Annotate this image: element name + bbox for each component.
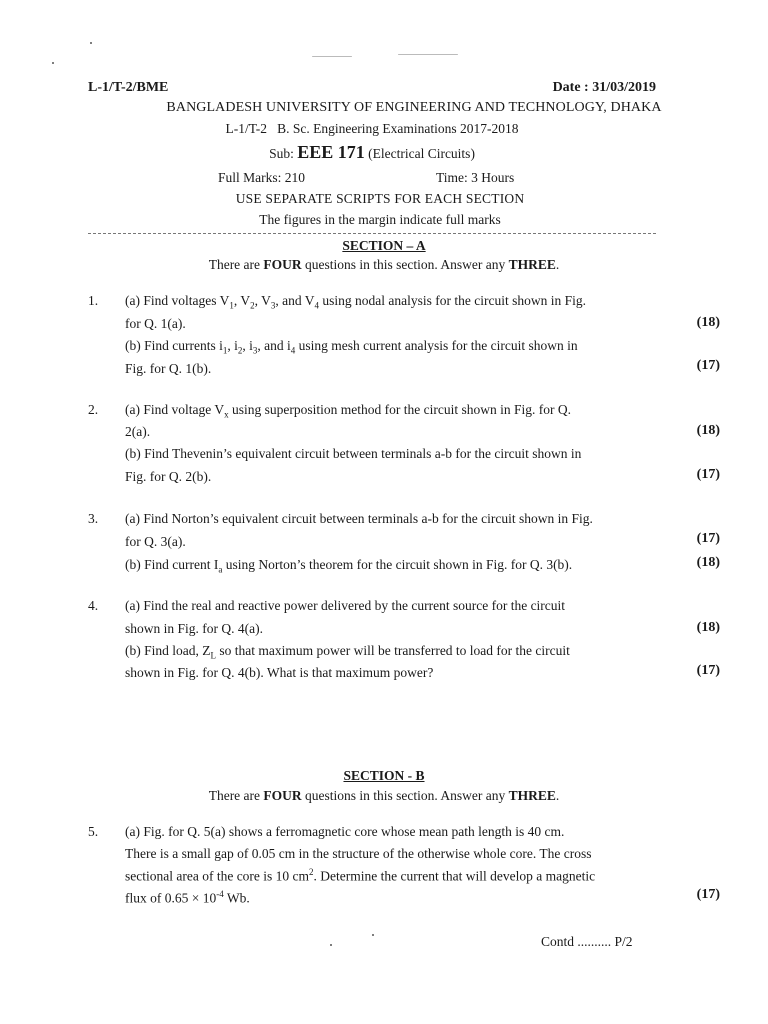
question-5a-line4 [125, 889, 655, 907]
question-1a-line1: (a) Find voltages $V_1$, $V_2$, $V_3$, and $V_4$ using nodal analysis for the circuit shown in Fig. [125, 293, 586, 311]
full-marks: Full Marks: 210 [218, 170, 306, 185]
instr-bold: THREE [508, 788, 556, 803]
instr-bold: THREE [508, 257, 556, 272]
section-a-instructions [0, 257, 768, 273]
q-sup: 2 [309, 867, 314, 877]
scan-speck [372, 934, 374, 936]
exam-title: L-1/T-2 B. Sc. Engineering Examinations 2017-2018 [225, 121, 519, 136]
scan-speck [312, 56, 352, 57]
question-4a-line1: (a) Find the real and reactive power delivered by the current source for the circuit [125, 598, 566, 613]
continued-note: Contd .......... P/2 [541, 934, 633, 949]
question-2b-line1: (b) Find Thevenin’s equivalent circuit between terminals a-b for the circuit shown in [125, 446, 582, 461]
question-3b-line1 [125, 557, 655, 575]
section-b-instructions [0, 788, 768, 804]
marks-1b: (17) [696, 358, 720, 373]
marks-2b: (17) [696, 467, 720, 482]
marks-4a: (18) [696, 620, 720, 635]
question-2b-line2: Fig. for Q. 2(b). [125, 469, 212, 484]
instr-text: . [555, 257, 560, 272]
scan-speck [398, 54, 458, 55]
q-sub: x [224, 409, 229, 420]
q-text: flux of 0.65 × 10 [125, 890, 217, 906]
subject-name: (Electrical Circuits) [364, 146, 475, 161]
q-text: using superposition method for the circuit shown in Fig. for Q. [228, 402, 571, 417]
q-text: (b) Find current I [125, 557, 219, 572]
marks-3a: (17) [696, 531, 720, 546]
instr-text: . [555, 788, 560, 803]
q-text: (a) Find voltages V [125, 293, 230, 308]
question-1b-line1: (b) Find currents $i_1$, $i_2$, $i_3$, and $i_4$ using mesh current analysis for the circuit shown in [125, 338, 578, 356]
section-b-title-wrap [0, 767, 768, 785]
marks-2a: (18) [696, 423, 720, 438]
question-number: 2. [88, 402, 99, 417]
q-text: , i [227, 338, 238, 353]
question-5a-line3 [125, 867, 655, 885]
question-1b-line2: Fig. for Q. 1(b). [125, 361, 212, 376]
subject-code: EEE 171 [297, 142, 365, 162]
q-text: , i [242, 338, 253, 353]
separate-scripts-note: USE SEPARATE SCRIPTS FOR EACH SECTION [235, 191, 525, 206]
question-1a-line2: for Q. 1(a). [125, 316, 186, 331]
q-text: so that maximum power will be transferred to load for the circuit [216, 643, 570, 658]
q-text: (a) Find voltage V [125, 402, 225, 417]
question-number: 4. [88, 598, 99, 613]
question-5a-line1: (a) Fig. for Q. 5(a) shows a ferromagnetic core whose mean path length is 40 cm. [125, 824, 565, 839]
question-2a-line2: 2(a). [125, 424, 151, 439]
instr-text: There are [208, 257, 264, 272]
scan-speck [52, 62, 54, 64]
question-4b-line2: shown in Fig. for Q. 4(b). What is that maximum power? [125, 665, 434, 680]
exam-date: Date : 31/03/2019 [552, 80, 656, 95]
question-number: 5. [88, 824, 99, 839]
figures-note: The figures in the margin indicate full marks [259, 212, 501, 227]
q-text: (b) Find load, Z [125, 643, 211, 658]
marks-1a: (18) [696, 315, 720, 330]
subject-line [0, 142, 756, 163]
q-text: . Determine the current that will develop a magnetic [313, 868, 596, 884]
q-text: using nodal analysis for the circuit shown in Fig. [319, 293, 586, 308]
q-sup: -4 [216, 889, 224, 899]
q-text: , V [254, 293, 271, 308]
section-a-title-wrap [0, 237, 768, 255]
instr-bold: FOUR [263, 788, 302, 803]
q-text: using mesh current analysis for the circuit shown in [295, 338, 578, 353]
instr-text: questions in this section. Answer any [301, 257, 509, 272]
instr-text: questions in this section. Answer any [301, 788, 509, 803]
subject-prefix: Sub: [269, 146, 298, 161]
question-number: 3. [88, 511, 99, 526]
scan-speck [330, 944, 332, 946]
marks-5a: (17) [696, 887, 720, 902]
section-a-title: SECTION – A [342, 238, 426, 253]
question-2a-line1 [125, 402, 655, 420]
question-number: 1. [88, 293, 99, 308]
q-text: , V [233, 293, 251, 308]
q-text: Wb. [223, 890, 250, 906]
question-4a-line2: shown in Fig. for Q. 4(a). [125, 621, 263, 636]
q-sub: a [218, 564, 223, 575]
q-text: , and i [257, 338, 291, 353]
scan-speck [90, 42, 92, 44]
question-3a-line1: (a) Find Norton’s equivalent circuit between terminals a-b for the circuit shown in Fig. [125, 511, 593, 526]
divider [88, 233, 656, 234]
course-code: L-1/T-2/BME [88, 80, 169, 95]
q-text: (b) Find currents i [125, 338, 223, 353]
question-3a-line2: for Q. 3(a). [125, 534, 186, 549]
q-text: , and V [275, 293, 315, 308]
question-5a-line2: There is a small gap of 0.05 cm in the structure of the otherwise whole core. The cross [125, 846, 592, 861]
university-name: BANGLADESH UNIVERSITY OF ENGINEERING AND TECHNOLOGY, DHAKA [166, 100, 662, 115]
instr-bold: FOUR [263, 257, 302, 272]
marks-4b: (17) [696, 663, 720, 678]
exam-time: Time: 3 Hours [436, 170, 515, 185]
q-text: using Norton’s theorem for the circuit shown in Fig. for Q. 3(b). [222, 557, 573, 572]
question-4b-line1 [125, 643, 655, 661]
instr-text: There are [208, 788, 264, 803]
marks-3b: (18) [696, 555, 720, 570]
q-text: sectional area of the core is 10 cm [125, 868, 310, 884]
section-b-title: SECTION - B [343, 768, 425, 783]
q-sub: L [210, 650, 216, 661]
